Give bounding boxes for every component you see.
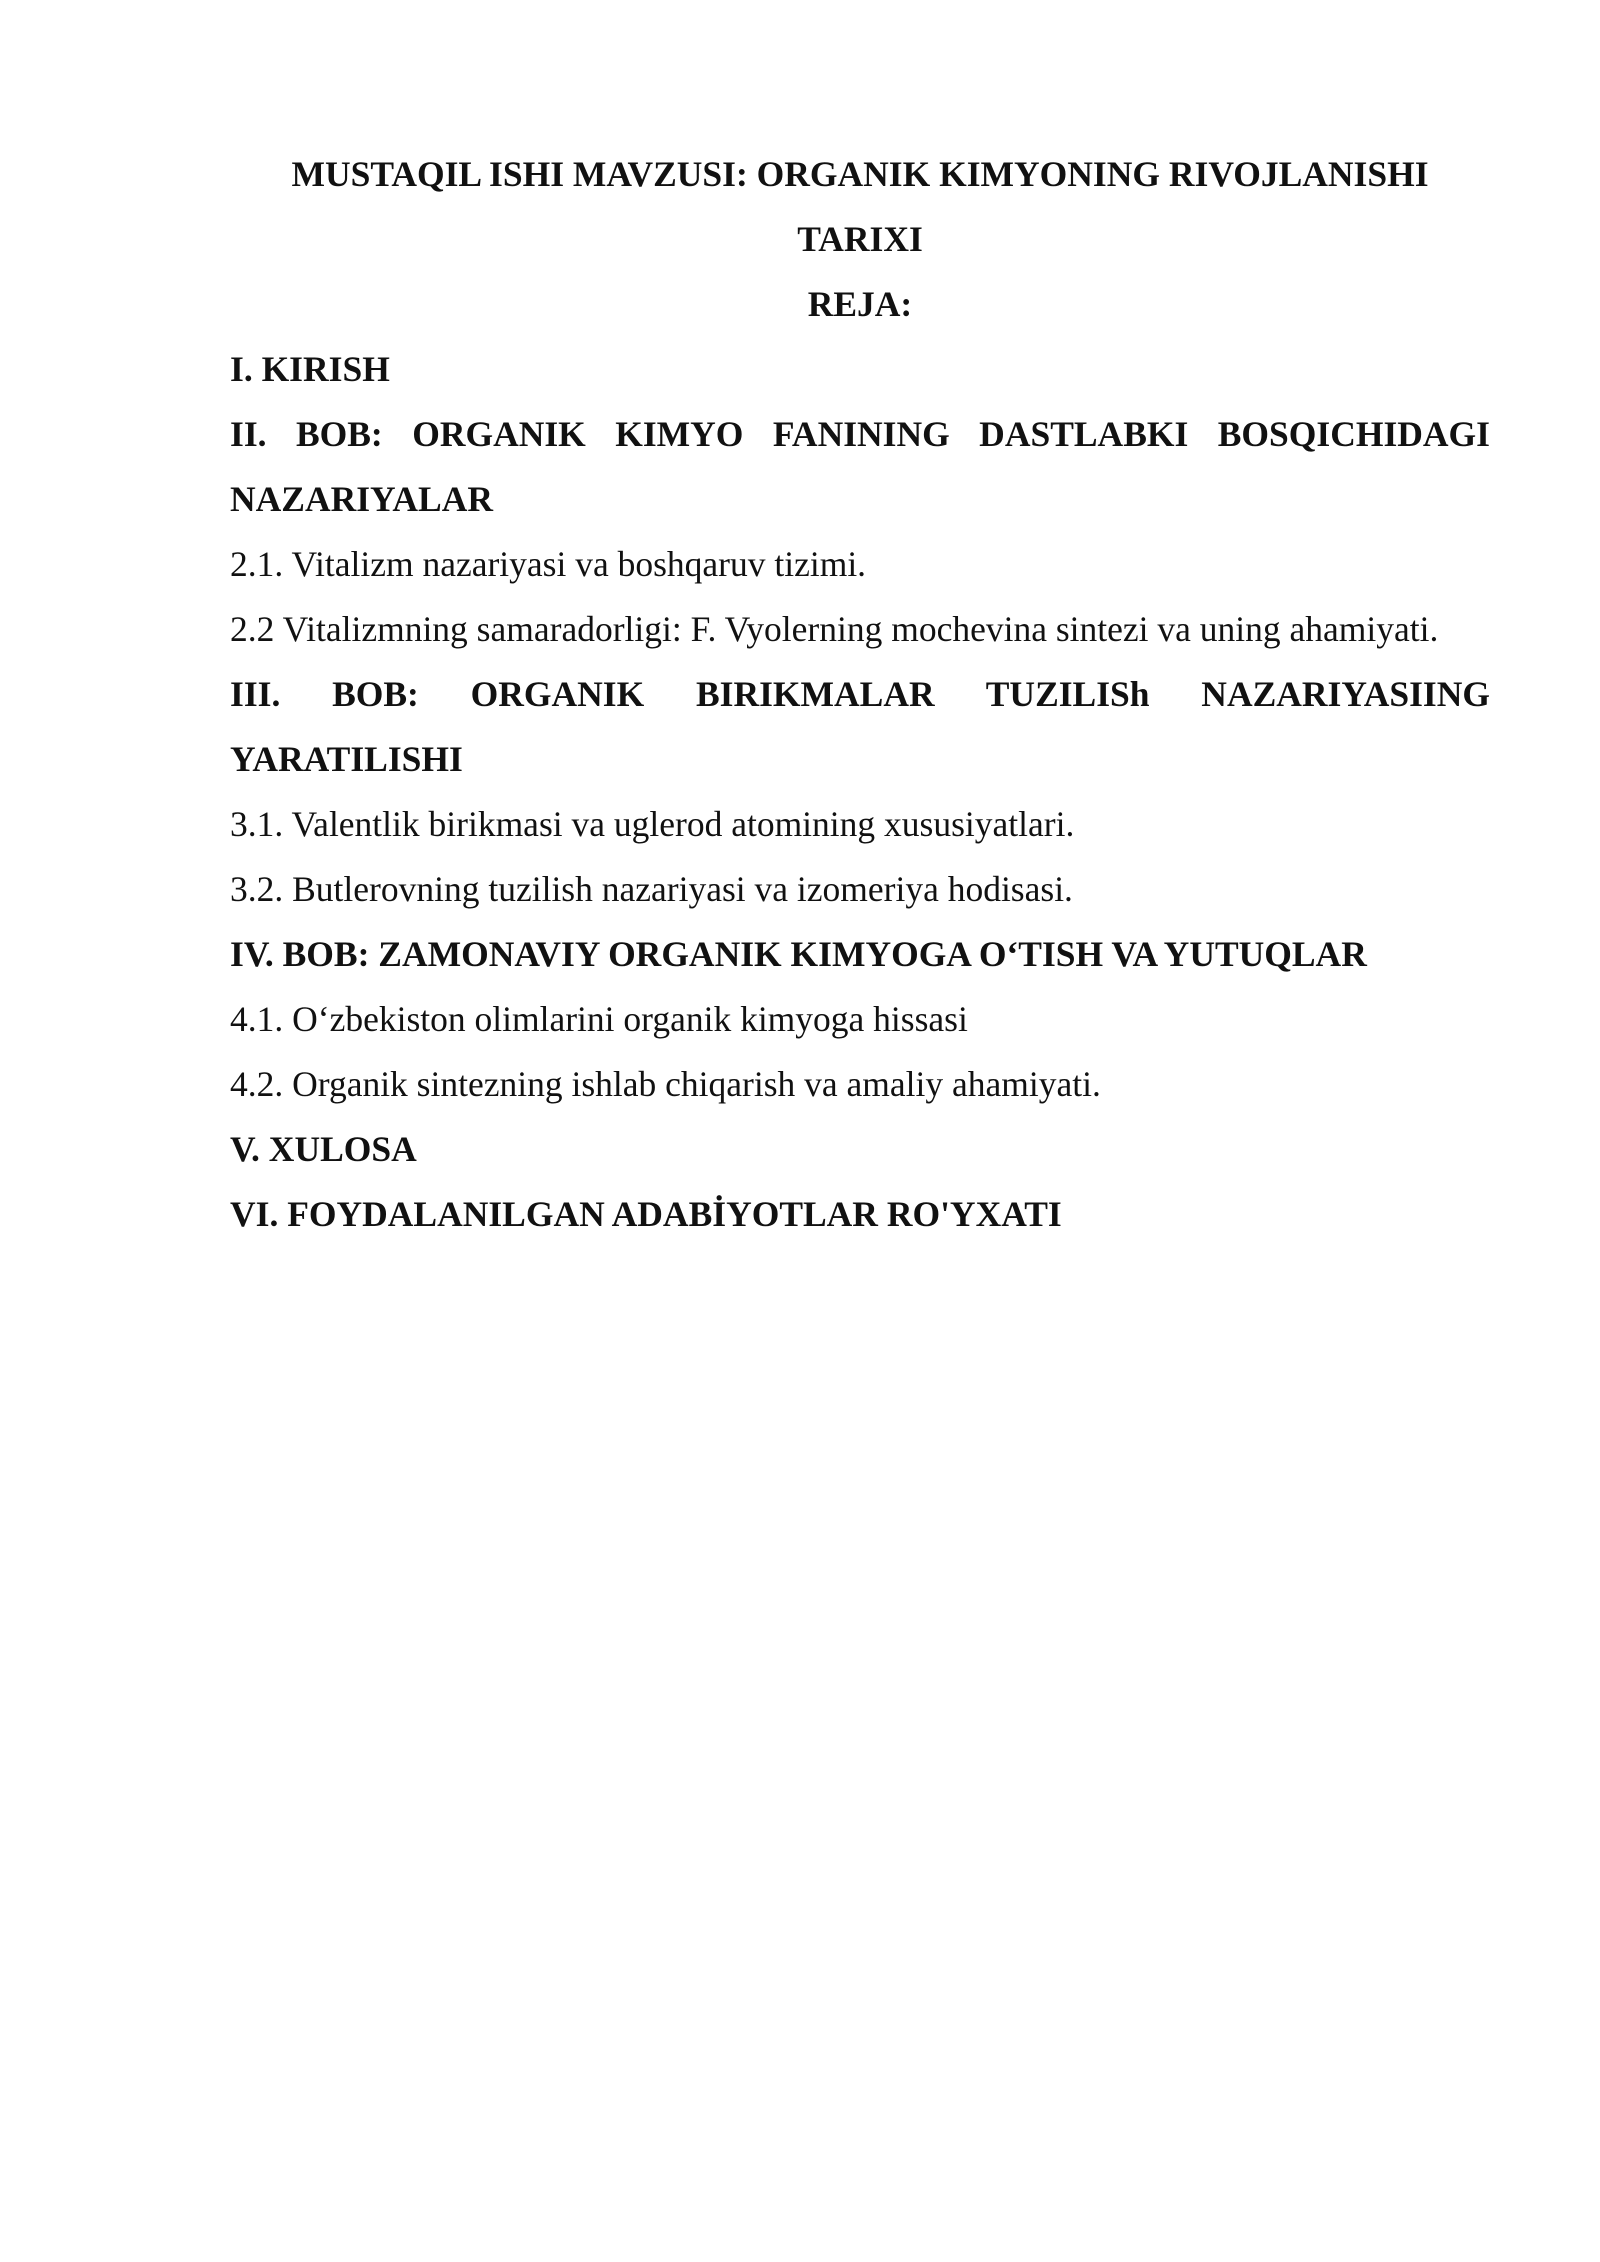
document-title-line-1: MUSTAQIL ISHI MAVZUSI: ORGANIK KIMYONING RIVOJLANISHI [291,154,1429,194]
document-content [230,142,1490,1247]
plan-heading: REJA: [807,284,913,324]
document-title-line-2: TARIXI [797,219,923,259]
toc-entry-chapter-2: II. BOB: ORGANIK KIMYO FANINING DASTLABKI BOSQICHIDAGI NAZARIYALAR [230,414,1490,519]
toc-entry-4-1: 4.1. O‘zbekiston olimlarini organik kimyoga hissasi [230,999,968,1039]
toc-entry-chapter-4: IV. BOB: ZAMONAVIY ORGANIK KIMYOGA O‘TISH VA YUTUQLAR [230,934,1367,974]
toc-entry-3-2: 3.2. Butlerovning tuzilish nazariyasi va izomeriya hodisasi. [230,869,1073,909]
toc-entry-introduction: I. KIRISH [230,349,390,389]
toc-entry-4-2: 4.2. Organik sintezning ishlab chiqarish va amaliy ahamiyati. [230,1064,1101,1104]
toc-entry-2-1: 2.1. Vitalizm nazariyasi va boshqaruv tizimi. [230,544,867,584]
toc-entry-3-1: 3.1. Valentlik birikmasi va uglerod atomining xususiyatlari. [230,804,1075,844]
toc-entry-2-2: 2.2 Vitalizmning samaradorligi: F. Vyolerning mochevina sintezi va uning ahamiyati. [230,609,1439,649]
toc-entry-conclusion: V. XULOSA [230,1129,417,1169]
toc-entry-references: VI. FOYDALANILGAN ADABİYOTLAR RO'YXATI [230,1194,1062,1234]
toc-entry-chapter-3: III. BOB: ORGANIK BIRIKMALAR TUZILISh NAZARIYASIING YARATILISHI [230,674,1490,779]
